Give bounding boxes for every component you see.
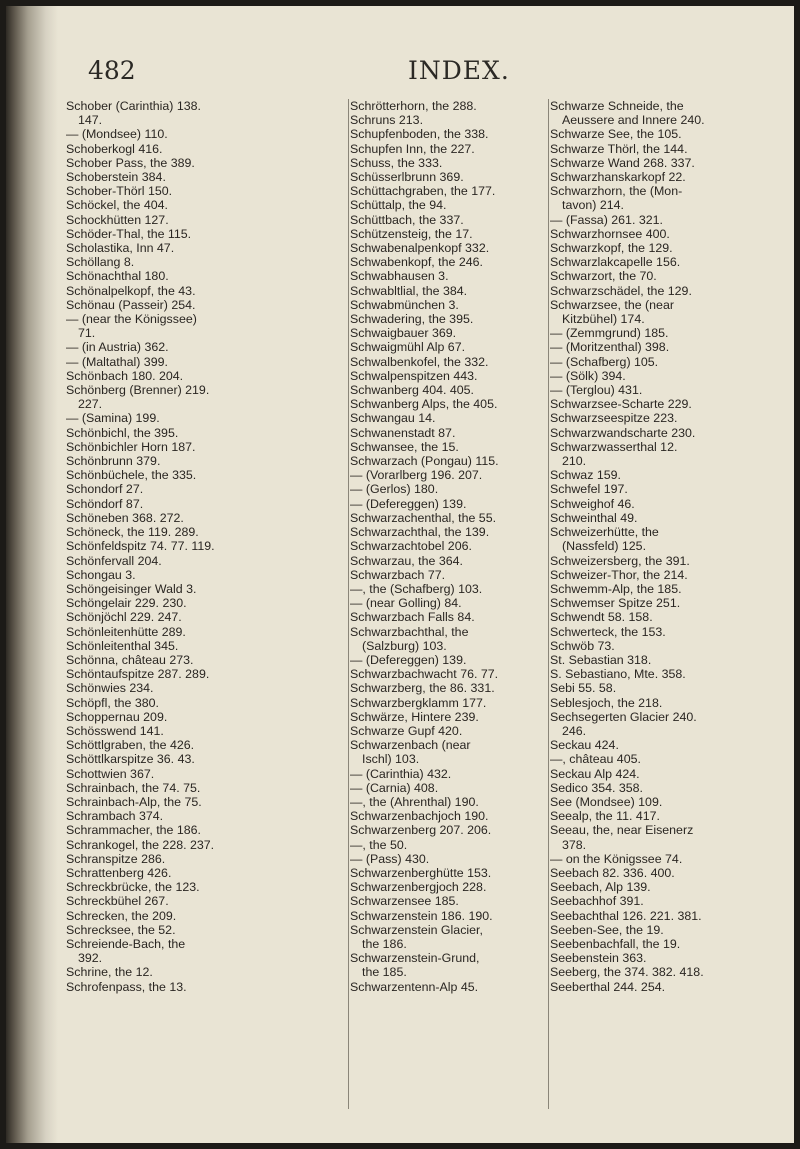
index-entry: Schöngelair 229. 230. — [66, 596, 187, 611]
index-entry: S. Sebastiano, Mte. 358. — [550, 667, 686, 682]
index-entry: Schönna, château 273. — [66, 652, 194, 667]
index-entry-continuation: 246. — [562, 723, 587, 738]
index-entry: See (Mondsee) 109. — [550, 794, 663, 809]
index-entry: —, the 50. — [350, 837, 408, 852]
index-entry-continuation: Kitzbühel) 174. — [562, 312, 645, 327]
index-entry: Schottwien 367. — [66, 766, 155, 781]
index-entry: Schönfervall 204. — [66, 553, 162, 568]
index-entry: Schuss, the 333. — [350, 155, 443, 170]
index-entry: Schönbichler Horn 187. — [66, 439, 196, 454]
index-entry: — (Fassa) 261. 321. — [550, 212, 663, 227]
index-entry: Schweizer-Thor, the 214. — [550, 567, 688, 582]
index-entry: — (Zemmgrund) 185. — [550, 326, 669, 341]
index-entry: Seebenbachfall, the 19. — [550, 936, 681, 951]
index-entry: Schwanberg Alps, the 405. — [350, 397, 498, 412]
index-entry: Schweizerhütte, the — [550, 525, 659, 540]
index-entry: Schöttlkarspitze 36. 43. — [66, 752, 195, 767]
index-entry: Schwendt 58. 158. — [550, 610, 653, 625]
index-entry: Schönbrunn 379. — [66, 454, 161, 469]
index-column-3 — [550, 99, 760, 994]
index-entry: — (Pass) 430. — [350, 851, 430, 866]
index-entry: Seebachhof 391. — [550, 894, 644, 909]
index-entry: —, château 405. — [550, 752, 641, 767]
index-entry: Schwarzachtobel 206. — [350, 539, 472, 554]
index-entry: — (Carinthia) 432. — [350, 766, 452, 781]
index-entry: Schwarzkopf, the 129. — [550, 241, 673, 256]
index-entry: — (Mondsee) 110. — [66, 127, 168, 142]
index-entry: Schwarzlakcapelle 156. — [550, 255, 681, 270]
index-entry: Schönau (Passeir) 254. — [66, 297, 196, 312]
index-entry: Schöngeisinger Wald 3. — [66, 581, 197, 596]
index-entry: Schwarze Schneide, the — [550, 99, 684, 113]
index-entry: Schrecken, the 209. — [66, 908, 177, 923]
index-entry: — (near Golling) 84. — [350, 596, 462, 611]
index-entry: — (Defereggen) 139. — [350, 496, 467, 511]
index-entry: Schreckbrücke, the 123. — [66, 880, 200, 895]
index-entry: Schwarzberg, the 86. 331. — [350, 681, 495, 696]
index-entry: — (Moritzenthal) 398. — [550, 340, 670, 355]
index-entry: Sedico 354. 358. — [550, 780, 644, 795]
index-entry-continuation: 210. — [562, 454, 587, 469]
index-entry: Schwaigmühl Alp 67. — [350, 340, 466, 355]
index-entry: Schoberkogl 416. — [66, 141, 163, 156]
index-entry: Schwarzensee 185. — [350, 894, 459, 909]
index-entry: Schoppernau 209. — [66, 709, 168, 724]
index-entry: Schwarzwandscharte 230. — [550, 425, 696, 440]
index-entry: Schwarzsee-Scharte 229. — [550, 397, 692, 412]
index-entry-continuation: tavon) 214. — [562, 198, 624, 213]
index-entry: Schwabenalpenkopf 332. — [350, 241, 490, 256]
index-entry: Schwarzachenthal, the 55. — [350, 510, 497, 525]
index-entry: Schöneben 368. 272. — [66, 510, 184, 525]
index-entry: Schondorf 27. — [66, 482, 144, 497]
index-entry: Schoberstein 384. — [66, 170, 166, 185]
index-entry: Schützensteig, the 17. — [350, 226, 473, 241]
index-entry-continuation: the 185. — [362, 965, 407, 980]
index-entry: — (near the Königssee) — [66, 312, 197, 327]
index-entry: — (Sölk) 394. — [550, 368, 626, 383]
index-entry: Schöntaufspitze 287. 289. — [66, 667, 210, 682]
index-entry: Schüttachgraben, the 177. — [350, 184, 496, 199]
index-entry: Schöpfl, the 380. — [66, 695, 159, 710]
index-entry: Schupfen Inn, the 227. — [350, 141, 475, 156]
index-entry: Schober (Carinthia) 138. — [66, 99, 201, 113]
index-entry: Schöllang 8. — [66, 255, 135, 270]
index-entry: — (Defereggen) 139. — [350, 652, 467, 667]
index-entry-continuation: 227. — [78, 397, 103, 412]
index-entry: Schober-Thörl 150. — [66, 184, 173, 199]
index-entry: Seeberthal 244. 254. — [550, 979, 666, 994]
index-entry: Schwaz 159. — [550, 468, 621, 483]
index-entry: Schwarzbachthal, the — [350, 624, 469, 639]
index-entry: Schrammacher, the 186. — [66, 823, 201, 838]
book-gutter — [6, 6, 58, 1143]
index-entry: Schönbichl, the 395. — [66, 425, 179, 440]
index-entry: Seebach 82. 336. 400. — [550, 865, 675, 880]
index-entry: Schwarzbach 77. — [350, 567, 446, 582]
index-entry: Schwarzhorn, the (Mon- — [550, 184, 683, 199]
index-entry: Schüsserlbrunn 369. — [350, 170, 464, 185]
index-entry: Schongau 3. — [66, 567, 136, 582]
index-entry: Schwarzenstein Glacier, — [350, 922, 483, 937]
index-entry: Schwarzachthal, the 139. — [350, 525, 490, 540]
index-entry: Schrecksee, the 52. — [66, 922, 176, 937]
index-entry: Schönberg (Brenner) 219. — [66, 383, 210, 398]
index-entry: Schöndorf 87. — [66, 496, 144, 511]
index-entry: Schwarze See, the 105. — [550, 127, 682, 142]
index-entry: Schönalpelkopf, the 43. — [66, 283, 196, 298]
index-entry: Schreiende-Bach, the — [66, 936, 186, 951]
index-entry: Schrattenberg 426. — [66, 865, 172, 880]
index-entry: Seebenstein 363. — [550, 951, 647, 966]
column-divider — [548, 99, 549, 1109]
index-entry: Schwarzenbachjoch 190. — [350, 809, 489, 824]
index-entry-continuation: 392. — [78, 951, 103, 966]
index-entry: — (Gerlos) 180. — [350, 482, 439, 497]
index-entry: Schruns 213. — [350, 113, 424, 128]
index-entry: Schönfeldspitz 74. 77. 119. — [66, 539, 215, 554]
index-entry: Schwalpenspitzen 443. — [350, 368, 478, 383]
index-entry: Schwarzsee, the (near — [550, 297, 674, 312]
index-entry: Schwarzenbach (near — [350, 738, 471, 753]
index-entry: Schwärze, Hintere 239. — [350, 709, 479, 724]
index-entry: Schwerteck, the 153. — [550, 624, 666, 639]
index-entry: Schwangau 14. — [350, 411, 436, 426]
index-entry: Schrofenpass, the 13. — [66, 979, 187, 994]
index-entry: Schwarzbachwacht 76. 77. — [350, 667, 499, 682]
index-entry: Schwarze Wand 268. 337. — [550, 155, 695, 170]
index-entry-continuation: Aeussere and Innere 240. — [562, 113, 705, 128]
index-entry: — (Schafberg) 105. — [550, 354, 659, 369]
index-entry: Schrambach 374. — [66, 809, 164, 824]
index-entry: Schweizersberg, the 391. — [550, 553, 690, 568]
index-entry: Schrine, the 12. — [66, 965, 153, 980]
index-entry: Seebachthal 126. 221. 381. — [550, 908, 702, 923]
index-entry-continuation: 71. — [78, 326, 96, 341]
index-entry: Sebi 55. 58. — [550, 681, 617, 696]
index-page — [6, 6, 794, 1143]
index-entry: St. Sebastian 318. — [550, 652, 652, 667]
page-header — [68, 54, 768, 94]
index-entry-continuation: the 186. — [362, 936, 407, 951]
index-entry: Schönleitenhütte 289. — [66, 624, 186, 639]
index-entry: — (in Austria) 362. — [66, 340, 169, 355]
running-head: INDEX. — [408, 56, 510, 85]
index-entry: Schwefel 197. — [550, 482, 628, 497]
index-entry: — (Samina) 199. — [66, 411, 160, 426]
index-entry: Schösswend 141. — [66, 723, 164, 738]
index-entry: Schwarzach (Pongau) 115. — [350, 454, 499, 469]
index-entry: Seeau, the, near Eisenerz — [550, 823, 694, 838]
index-entry: Seeberg, the 374. 382. 418. — [550, 965, 704, 980]
index-entry: Schranspitze 286. — [66, 851, 166, 866]
index-entry: Scholastika, Inn 47. — [66, 241, 175, 256]
index-entry: Schwemser Spitze 251. — [550, 596, 681, 611]
index-column-1 — [66, 99, 346, 994]
index-entry: Schöneck, the 119. 289. — [66, 525, 199, 540]
index-entry: Schönjöchl 229. 247. — [66, 610, 182, 625]
index-entry: Schober Pass, the 389. — [66, 155, 195, 170]
index-entry: Schwarzenberg 207. 206. — [350, 823, 492, 838]
index-entry: — on the Königssee 74. — [550, 851, 683, 866]
index-entry: Schwarzhanskarkopf 22. — [550, 170, 686, 185]
index-entry: Schwarzort, the 70. — [550, 269, 657, 284]
index-entry: — (Terglou) 431. — [550, 383, 643, 398]
index-entry: Schwarze Gupf 420. — [350, 723, 463, 738]
index-entry: Schweinthal 49. — [550, 510, 638, 525]
index-entry: Schwabmünchen 3. — [350, 297, 459, 312]
index-entry: —, the (Schafberg) 103. — [350, 581, 483, 596]
index-entry: Schöttlgraben, the 426. — [66, 738, 195, 753]
index-entry: Seeben-See, the 19. — [550, 922, 664, 937]
index-entry: Seblesjoch, the 218. — [550, 695, 663, 710]
index-entry: Seckau Alp 424. — [550, 766, 640, 781]
index-entry: Schüttalp, the 94. — [350, 198, 447, 213]
index-entry: Schwöb 73. — [550, 638, 615, 653]
index-entry: Schrainbach, the 74. 75. — [66, 780, 201, 795]
column-divider — [348, 99, 349, 1109]
index-entry: Schwemm-Alp, the 185. — [550, 581, 682, 596]
index-entry: Schwarzau, the 364. — [350, 553, 463, 568]
index-entry: Schwarzenbergjoch 228. — [350, 880, 487, 895]
index-entry: Schrankogel, the 228. 237. — [66, 837, 215, 852]
index-entry: Schreckbühel 267. — [66, 894, 169, 909]
index-entry: Schönbüchele, the 335. — [66, 468, 197, 483]
index-entry: Schwarze Thörl, the 144. — [550, 141, 688, 156]
index-entry: Sechsegerten Glacier 240. — [550, 709, 697, 724]
index-entry: Schwanenstadt 87. — [350, 425, 456, 440]
index-entry: Schwarzenstein-Grund, — [350, 951, 480, 966]
index-entry: Schupfenboden, the 338. — [350, 127, 489, 142]
index-entry: Schwarzbergklamm 177. — [350, 695, 487, 710]
index-entry-continuation: (Nassfeld) 125. — [562, 539, 647, 554]
index-entry: Schwabhausen 3. — [350, 269, 449, 284]
index-columns — [66, 99, 786, 1119]
index-entry: Schwabenkopf, the 246. — [350, 255, 483, 270]
index-entry: Schwarzentenn-Alp 45. — [350, 979, 479, 994]
index-entry: Schöder-Thal, the 115. — [66, 226, 192, 241]
index-entry-continuation: Ischl) 103. — [362, 752, 420, 767]
index-entry: — (Maltathal) 399. — [66, 354, 168, 369]
index-entry: Schönwies 234. — [66, 681, 154, 696]
index-entry: Seckau 424. — [550, 738, 619, 753]
index-column-2 — [350, 99, 550, 994]
index-entry: Schwarzhornsee 400. — [550, 226, 670, 241]
index-entry: Schwanberg 404. 405. — [350, 383, 474, 398]
index-entry-continuation: 147. — [78, 113, 103, 128]
index-entry-continuation: (Salzburg) 103. — [362, 638, 447, 653]
index-entry: — (Carnia) 408. — [350, 780, 439, 795]
index-entry: Schockhütten 127. — [66, 212, 169, 227]
index-entry: Schwarzenstein 186. 190. — [350, 908, 493, 923]
index-entry: Schönachthal 180. — [66, 269, 169, 284]
index-entry-continuation: 378. — [562, 837, 587, 852]
index-entry: Schwarzseespitze 223. — [550, 411, 678, 426]
index-entry: — (Vorarlberg 196. 207. — [350, 468, 483, 483]
index-entry: —, the (Ahrenthal) 190. — [350, 794, 479, 809]
index-entry: Seebach, Alp 139. — [550, 880, 651, 895]
index-entry: Schwalbenkofel, the 332. — [350, 354, 489, 369]
index-entry: Schöckel, the 404. — [66, 198, 168, 213]
index-entry: Seealp, the 11. 417. — [550, 809, 660, 824]
index-entry: Schwaigbauer 369. — [350, 326, 457, 341]
index-entry: Schwarzschädel, the 129. — [550, 283, 692, 298]
page-number: 482 — [88, 56, 136, 85]
index-entry: Schrötterhorn, the 288. — [350, 99, 477, 113]
index-entry: Schrainbach-Alp, the 75. — [66, 794, 202, 809]
index-entry: Schönleitenthal 345. — [66, 638, 179, 653]
index-entry: Schüttbach, the 337. — [350, 212, 464, 227]
index-entry: Schweighof 46. — [550, 496, 635, 511]
index-entry: Schwansee, the 15. — [350, 439, 459, 454]
index-entry: Schwarzbach Falls 84. — [350, 610, 475, 625]
index-entry: Schwadering, the 395. — [350, 312, 474, 327]
index-entry: Schwarzenberghütte 153. — [350, 865, 492, 880]
index-entry: Schwarzwasserthal 12. — [550, 439, 678, 454]
index-entry: Schwabltlial, the 384. — [350, 283, 468, 298]
index-entry: Schönbach 180. 204. — [66, 368, 184, 383]
